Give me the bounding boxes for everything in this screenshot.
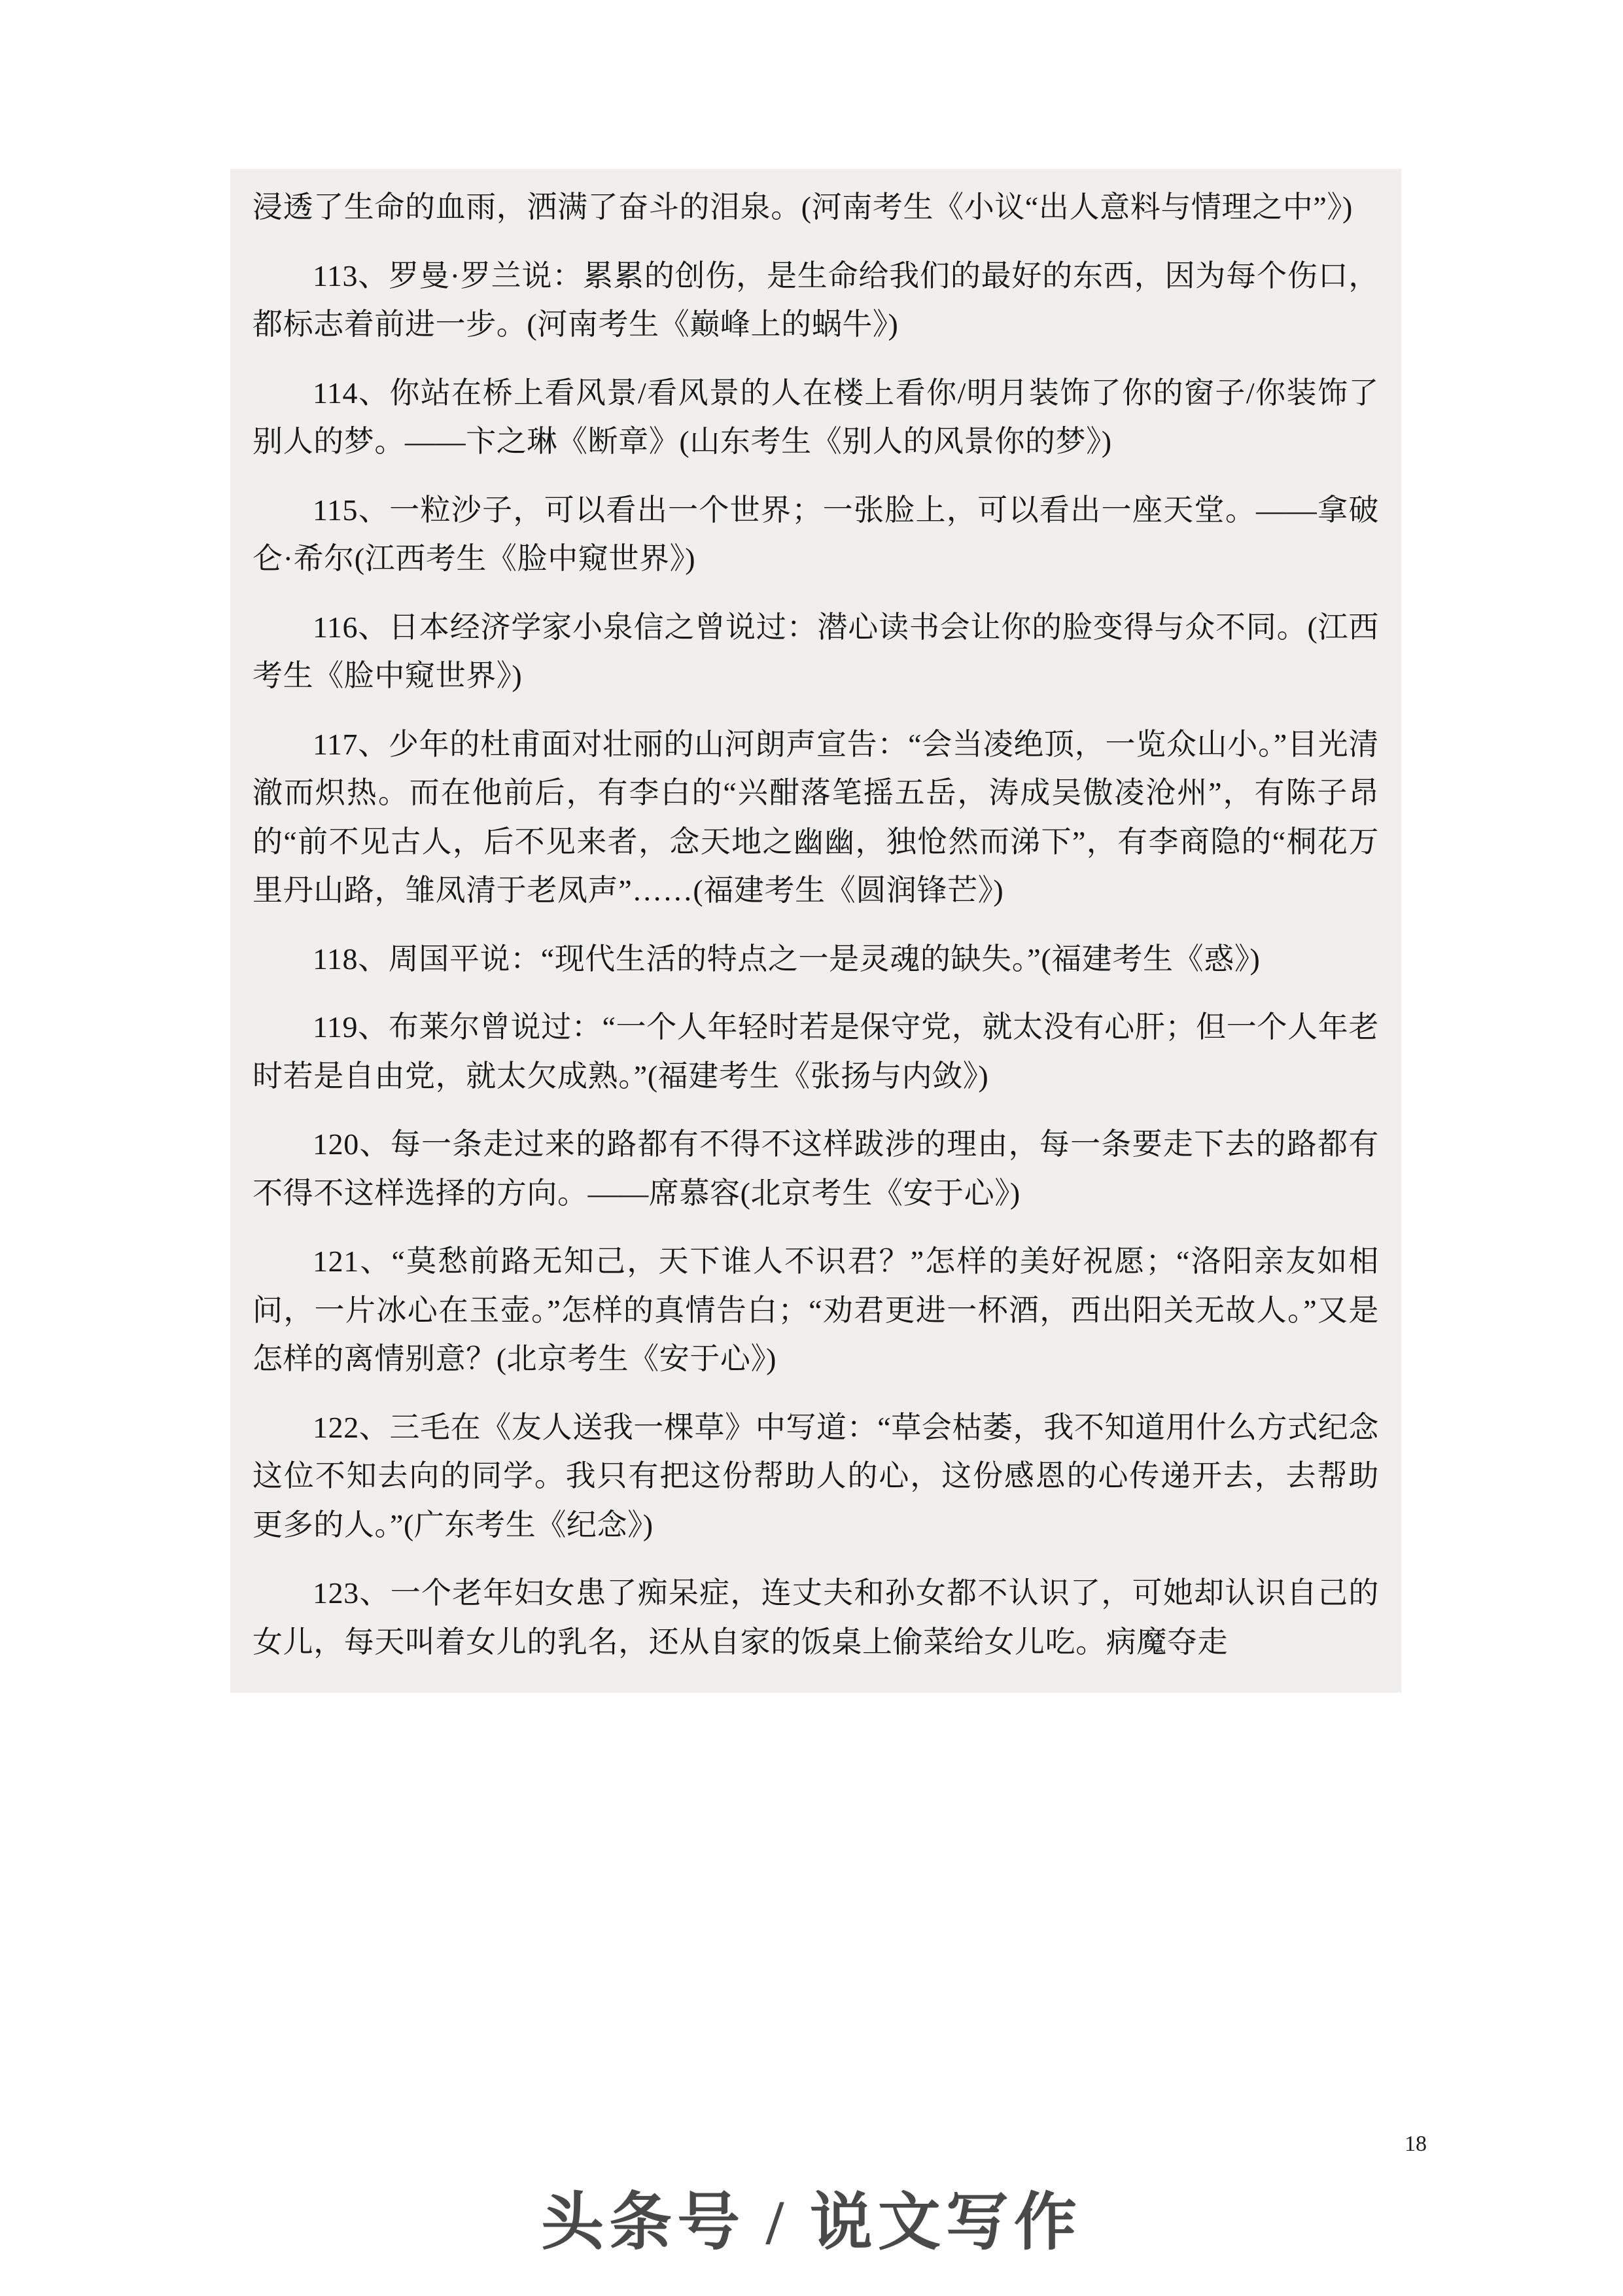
paragraph: 116、日本经济学家小泉信之曾说过：潜心读书会让你的脸变得与众不同。(江西考生《脸中窥世界》) — [253, 610, 1379, 693]
paragraph: 120、每一条走过来的路都有不得不这样跋涉的理由，每一条要走下去的路都有不得不这样选择的方向。——席慕容(北京考生《安于心》) — [253, 1127, 1379, 1210]
paragraph: 119、布莱尔曾说过：“一个人年轻时若是保守党，就太没有心肝；但一个人年老时若是自由党，就太欠成熟。”(福建考生《张扬与内敛》) — [253, 1010, 1379, 1093]
paragraph: 114、你站在桥上看风景/看风景的人在楼上看你/明月装饰了你的窗子/你装饰了别人的梦。——卞之琳《断章》(山东考生《别人的风景你的梦》) — [253, 376, 1379, 459]
paragraph: 123、一个老年妇女患了痴呆症，连丈夫和孙女都不认识了，可她却认识自己的女儿，每天叫着女儿的乳名，还从自家的饭桌上偷菜给女儿吃。病魔夺走 — [253, 1576, 1379, 1659]
paragraph: 115、一粒沙子，可以看出一个世界；一张脸上，可以看出一座天堂。——拿破仑·希尔(江西考生《脸中窥世界》) — [253, 493, 1379, 576]
paragraph: 113、罗曼·罗兰说：累累的创伤，是生命给我们的最好的东西，因为每个伤口，都标志着前进一步。(河南考生《巅峰上的蜗牛》) — [253, 258, 1379, 342]
watermark: 头条号 / 说文写作 — [541, 2187, 1082, 2257]
paragraph: 118、周国平说：“现代生活的特点之一是灵魂的缺失。”(福建考生《惑》) — [313, 942, 1261, 976]
paragraph: 117、少年的杜甫面对壮丽的山河朗声宣告：“会当凌绝顶，一览众山小。”目光清澈而炽热。而在他前后，有李白的“兴酣落笔摇五岳，涛成吴傲凌沧州”，有陈子昂的“前不见古人，后不见来者，念天地之幽幽，独怆然而涕下”，有李商隐的“桐花万里丹山路，雏凤清于老凤声”……(福建考生《圆润锋芒》) — [253, 727, 1379, 908]
paragraph: 122、三毛在《友人送我一棵草》中写道：“草会枯萎，我不知道用什么方式纪念这位不知去向的同学。我只有把这份帮助人的心，这份感恩的心传递开去，去帮助更多的人。”(广东考生《纪念》) — [253, 1410, 1379, 1542]
page-number: 18 — [1405, 2132, 1427, 2156]
paragraph: 121、“莫愁前路无知己，天下谁人不识君？”怎样的美好祝愿；“洛阳亲友如相问，一片冰心在玉壶。”怎样的真情告白；“劝君更进一杯酒，西出阳关无故人。”又是怎样的离情别意？(北京考生《安于心》) — [253, 1245, 1379, 1376]
text-column — [230, 169, 1401, 1693]
paragraph: 浸透了生命的血雨，洒满了奋斗的泪泉。(河南考生《小议“出人意料与情理之中”》) — [253, 190, 1353, 224]
